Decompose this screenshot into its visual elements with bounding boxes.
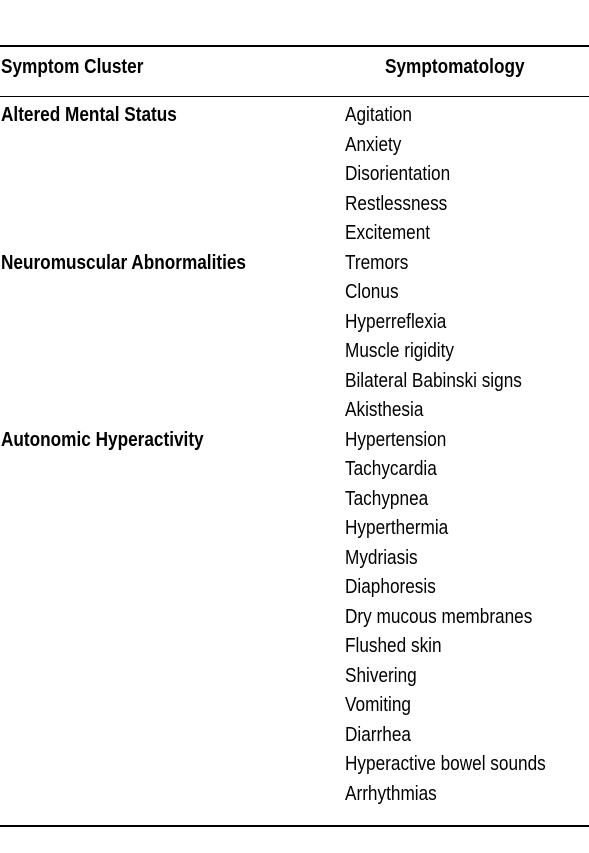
symptom-item: Disorientation bbox=[345, 163, 451, 185]
symptom-item: Arrhythmias bbox=[345, 782, 437, 805]
cluster-label: Altered Mental Status bbox=[1, 104, 177, 126]
table-body bbox=[0, 101, 589, 809]
symptom-item: Diaphoresis bbox=[345, 576, 436, 598]
symptom-item: Tremors bbox=[345, 251, 409, 274]
symptom-item: Hyperthermia bbox=[345, 517, 449, 539]
header-symptomatology: Symptomatology bbox=[385, 56, 525, 78]
symptom-item: Flushed skin bbox=[345, 635, 442, 657]
symptom-item: Anxiety bbox=[345, 133, 402, 156]
header-symptom-cluster: Symptom Cluster bbox=[1, 56, 144, 78]
symptom-item: Akisthesia bbox=[345, 399, 424, 421]
symptom-list bbox=[345, 101, 589, 249]
symptom-item: Tachycardia bbox=[345, 458, 437, 480]
cluster-group-autonomic-hyperactivity bbox=[0, 426, 589, 810]
symptom-item: Hypertension bbox=[345, 428, 447, 451]
symptom-item: Excitement bbox=[345, 222, 431, 244]
symptom-list bbox=[345, 249, 589, 426]
symptom-item: Agitation bbox=[345, 104, 412, 126]
symptom-item: Mydriasis bbox=[345, 546, 418, 569]
symptom-item: Muscle rigidity bbox=[345, 340, 454, 362]
symptom-item: Clonus bbox=[345, 281, 399, 303]
symptom-item: Bilateral Babinski signs bbox=[345, 369, 522, 392]
symptom-item: Hyperactive bowel sounds bbox=[345, 753, 546, 775]
symptom-item: Diarrhea bbox=[345, 723, 411, 746]
symptom-item: Tachypnea bbox=[345, 487, 429, 510]
symptom-list bbox=[345, 426, 589, 810]
symptom-item: Hyperreflexia bbox=[345, 310, 447, 333]
table-bottom-rule bbox=[0, 825, 589, 827]
table-header-rule bbox=[0, 96, 589, 97]
symptom-item: Dry mucous membranes bbox=[345, 605, 533, 628]
symptom-item: Shivering bbox=[345, 664, 417, 687]
symptom-item: Vomiting bbox=[345, 694, 411, 716]
cluster-group-neuromuscular-abnormalities bbox=[0, 249, 589, 426]
table-top-rule bbox=[0, 45, 589, 47]
cluster-label: Neuromuscular Abnormalities bbox=[1, 251, 247, 274]
cluster-group-altered-mental-status bbox=[0, 101, 589, 249]
symptom-item: Restlessness bbox=[345, 192, 448, 215]
cluster-label: Autonomic Hyperactivity bbox=[1, 428, 204, 451]
